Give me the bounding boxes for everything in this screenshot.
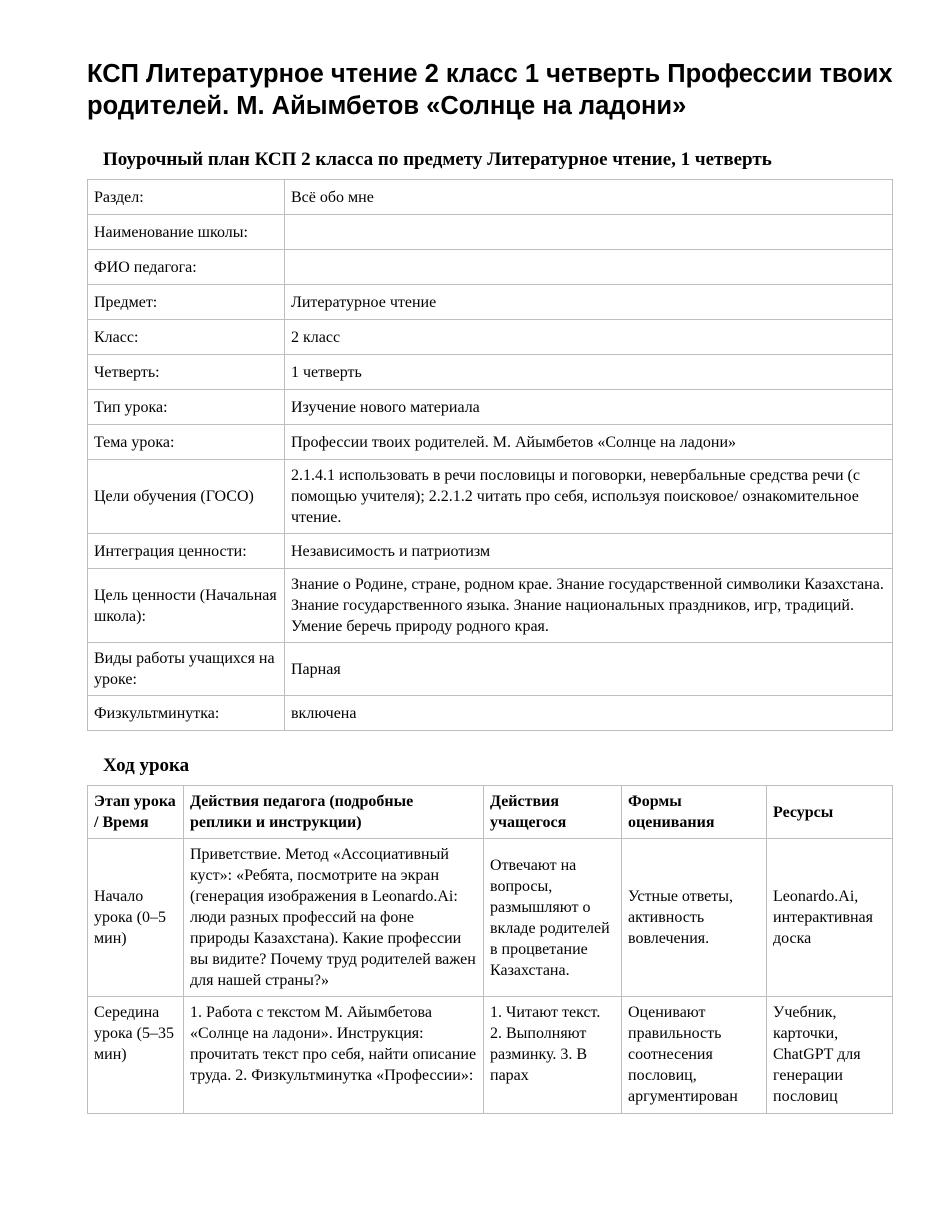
assessment-cell — [622, 997, 767, 1114]
info-label: Интеграция ценности: — [88, 534, 285, 569]
info-row-section — [88, 180, 893, 215]
lesson-info-table — [87, 179, 893, 731]
column-header-teacher-actions: Действия педагога (подробные реплики и инструкции) — [184, 786, 484, 839]
info-label: Наименование школы: — [88, 215, 285, 250]
info-label: Предмет: — [88, 285, 285, 320]
info-value: Профессии твоих родителей. М. Айымбетов «Солнце на ладони» — [285, 425, 893, 460]
info-row-objectives — [88, 460, 893, 534]
stage-text: Середина урока (5–35 мин) — [94, 1004, 174, 1063]
info-label: Раздел: — [88, 180, 285, 215]
info-value: Знание о Родине, стране, родном крае. Знание государственной символики Казахстана. Знание государственного языка. Знание национальных праздников, игр, традиций. Умение беречь природу родного края. — [285, 569, 893, 643]
stage-cell: Начало урока (0–5 мин) — [88, 839, 184, 997]
info-label: Виды работы учащихся на уроке: — [88, 643, 285, 696]
info-value: 2 класс — [285, 320, 893, 355]
info-value: 1 четверть — [285, 355, 893, 390]
table-row — [88, 839, 893, 997]
column-header-student-actions: Действия учащегося — [484, 786, 622, 839]
plan-heading: Поурочный план КСП 2 класса по предмету Литературное чтение, 1 четверть — [103, 149, 772, 170]
info-label: Цель ценности (Начальная школа): — [88, 569, 285, 643]
resources-cell — [767, 997, 893, 1114]
student-actions-text: 1. Читают текст. 2. Выполняют разминку. 3. В парах — [490, 1004, 601, 1084]
document-title: КСП Литературное чтение 2 класс 1 четверть Профессии твоих родителей. М. Айымбетов «Солнце на ладони» — [87, 60, 893, 120]
info-value: Всё обо мне — [285, 180, 893, 215]
info-value: Независимость и патриотизм — [285, 534, 893, 569]
info-value: Парная — [285, 643, 893, 696]
assessment-text: Оценивают правильность соотнесения пословиц, аргументирован — [628, 1004, 738, 1105]
assessment-cell: Устные ответы, активность вовлечения. — [622, 839, 767, 997]
info-value: включена — [285, 696, 893, 731]
resources-text: Учебник, карточки, ChatGPT для генерации пословиц — [773, 1004, 861, 1105]
lesson-flow-heading: Ход урока — [103, 755, 190, 776]
info-label: Тема урока: — [88, 425, 285, 460]
student-actions-cell — [484, 997, 622, 1114]
info-label: Класс: — [88, 320, 285, 355]
info-row-school — [88, 215, 893, 250]
flow-header-row — [88, 786, 893, 839]
student-actions-cell: Отвечают на вопросы, размышляют о вкладе родителей в процветание Казахстана. — [484, 839, 622, 997]
info-label: Тип урока: — [88, 390, 285, 425]
info-value — [285, 250, 893, 285]
lesson-flow-table — [87, 785, 893, 1114]
info-row-lesson-type — [88, 390, 893, 425]
info-label: Цели обучения (ГОСО) — [88, 460, 285, 534]
info-row-value-goal — [88, 569, 893, 643]
resources-cell: Leonardo.Ai, интерактивная доска — [767, 839, 893, 997]
stage-cell — [88, 997, 184, 1114]
info-row-physical-break — [88, 696, 893, 731]
info-row-teacher — [88, 250, 893, 285]
info-row-topic — [88, 425, 893, 460]
info-row-grade — [88, 320, 893, 355]
info-label: Физкультминутка: — [88, 696, 285, 731]
teacher-actions-cell — [184, 997, 484, 1114]
info-value: Литературное чтение — [285, 285, 893, 320]
info-row-subject — [88, 285, 893, 320]
column-header-stage: Этап урока / Время — [88, 786, 184, 839]
info-value — [285, 215, 893, 250]
info-label: Четверть: — [88, 355, 285, 390]
column-header-assessment: Формы оценивания — [622, 786, 767, 839]
info-label: ФИО педагога: — [88, 250, 285, 285]
table-row — [88, 997, 893, 1114]
info-row-work-types — [88, 643, 893, 696]
info-row-quarter — [88, 355, 893, 390]
teacher-actions-text: 1. Работа с текстом М. Айымбетова «Солнце на ладони». Инструкция: прочитать текст про себя, найти описание труда. 2. Физкультминутка «Профессии»: — [190, 1004, 477, 1084]
info-row-value-integration — [88, 534, 893, 569]
info-value: Изучение нового материала — [285, 390, 893, 425]
column-header-resources: Ресурсы — [767, 786, 893, 839]
teacher-actions-cell: Приветствие. Метод «Ассоциативный куст»: «Ребята, посмотрите на экран (генерация изображения в Leonardo.Ai: люди разных профессий на фоне природы Казахстана). Какие профессии вы видите? Почему труд родителей важен для нашей страны?» — [184, 839, 484, 997]
info-value: 2.1.4.1 использовать в речи пословицы и поговорки, невербальные средства речи (с помощью учителя); 2.2.1.2 читать про себя, используя поисковое/ ознакомительное чтение. — [285, 460, 893, 534]
